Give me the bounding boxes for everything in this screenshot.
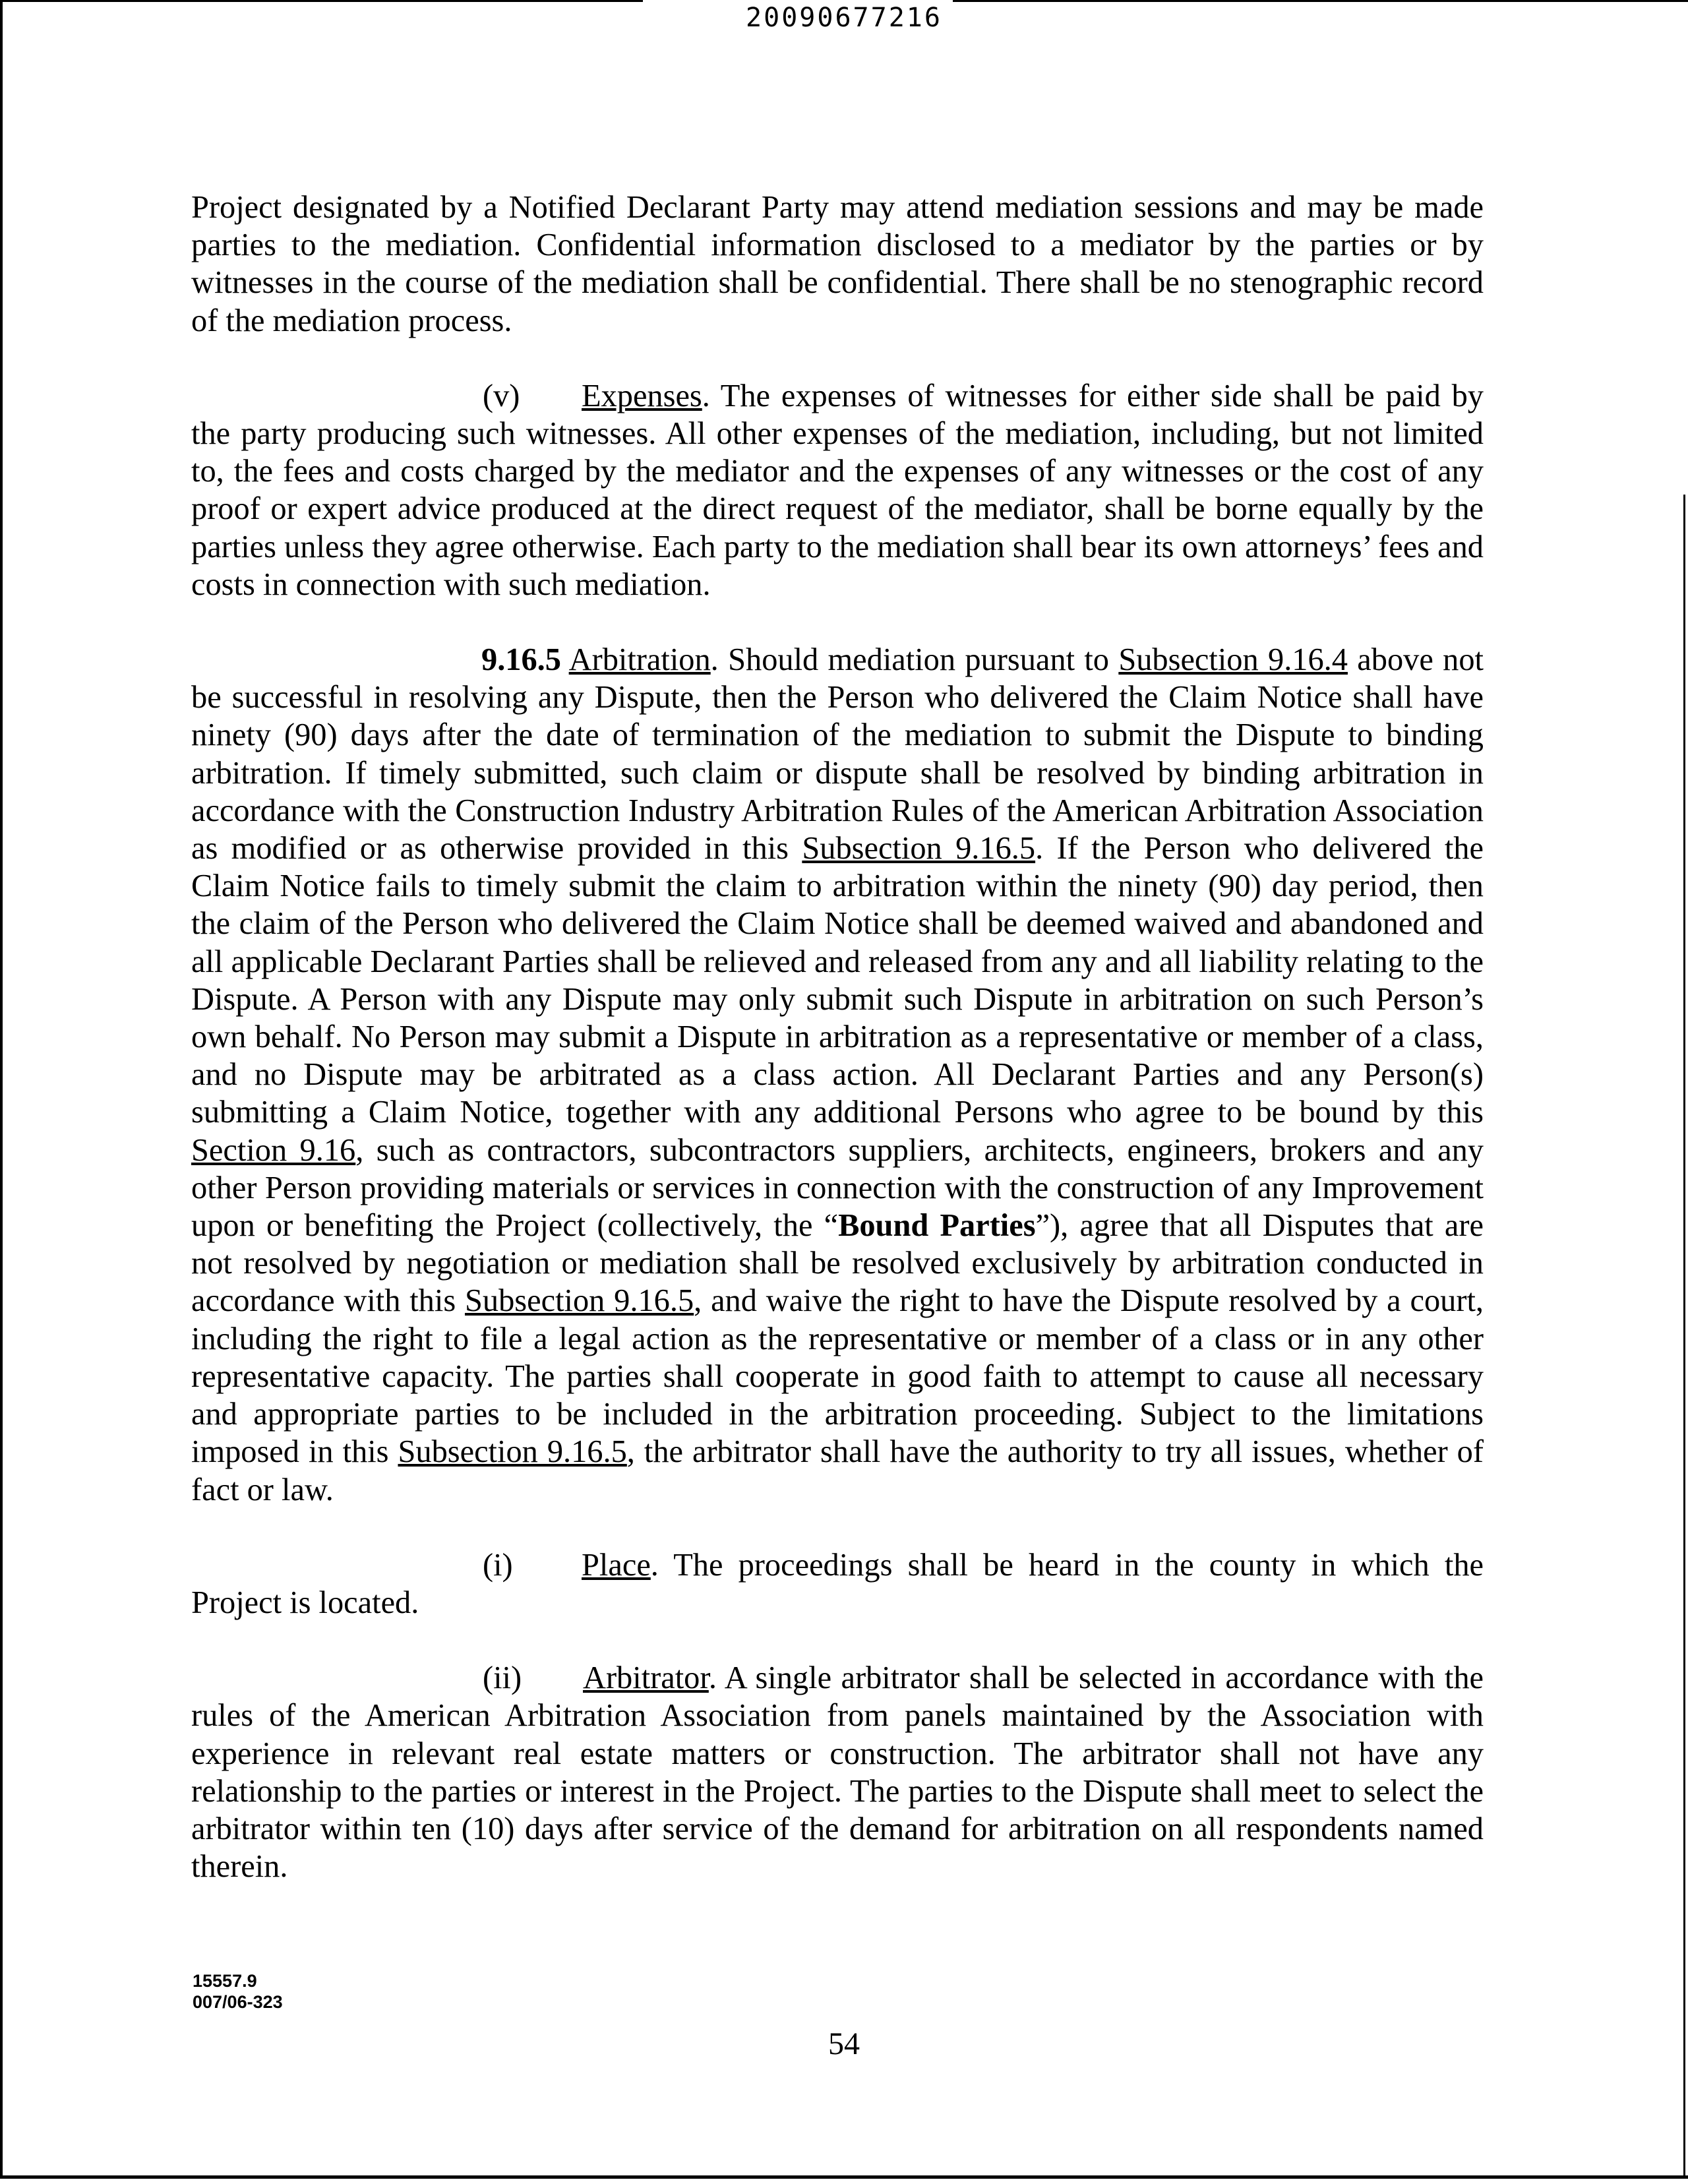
scan-border-left bbox=[0, 0, 3, 2176]
arbitration-text-3: . If the Person who delivered the Claim Notice fails to timely submit the claim to arbitration within the ninety (90) day period, then the claim of the Person who delivered the Claim Notice shall be deemed waived and abandoned and all applicable Declarant Parties shall be relieved and released from any and all liability relating to the Dispute. A Person with any Dispute may only submit such Dispute in arbitration on such Person’s own behalf. No Person may submit a Dispute in arbitration as a representative or member of a class, and no Dispute may be arbitrated as a class action. All Declarant Parties and any Person(s) submitting a Claim Notice, together with any additional Persons who agree to be bound by this bbox=[191, 831, 1484, 1130]
item-marker-ii: (ii) bbox=[483, 1660, 522, 1696]
page-number: 54 bbox=[828, 2026, 860, 2061]
paragraph-arbitrator bbox=[191, 1659, 1484, 1885]
footer-document-code: 15557.9 bbox=[193, 1971, 257, 1991]
expenses-text: . The expenses of witnesses for either side shall be paid by the party producing such witnesses. All other expenses of the mediation, including, but not limited to, the fees and costs charged by the mediator and the expenses of any witnesses or the cost of any proof or expert advice produced at the direct request of the mediator, shall be borne equally by the parties unless they agree otherwise. Each party to the mediation shall bear its own attorneys’ fees and costs in connection with such mediation. bbox=[191, 378, 1484, 602]
cross-reference: Subsection 9.16.4 bbox=[1118, 642, 1348, 678]
arbitration-text-4: , such as contractors, subcontractors suppliers, architects, engineers, brokers and any other Person providing materials or services in connection with the construction of any Improvement upon or benefiting the Project (collectively, the “ bbox=[191, 1132, 1484, 1244]
section-number: 9.16.5 bbox=[481, 642, 561, 678]
scan-border-top-left bbox=[0, 0, 643, 2]
paragraph-arbitration bbox=[191, 641, 1484, 1509]
heading-arbitration: Arbitration bbox=[568, 642, 711, 678]
arbitration-text-2: above not be successful in resolving any Dispute, then the Person who delivered the Claim Notice shall have ninety (90) days after the date of termination of the mediation to submit the Dispute to binding arbitration. If timely submitted, such claim or dispute shall be resolved by binding arbitration in accordance with the Construction Industry Arbitration Rules of the American Arbitration Association as modified or as otherwise provided in this bbox=[191, 642, 1484, 866]
item-marker-i: (i) bbox=[483, 1547, 513, 1583]
item-marker-v: (v) bbox=[483, 378, 520, 413]
paragraph-mediation-attendance: Project designated by a Notified Declarant Party may attend mediation sessions and may be made parties to the mediation. Confidential information disclosed to a mediator by the parties or by witnesses in the course of the mediation shall be confidential. There shall be no stenographic record of the mediation process. bbox=[191, 190, 1484, 338]
heading-arbitrator: Arbitrator bbox=[583, 1660, 709, 1696]
arbitration-text-7: , the arbitrator shall have the authority to try all issues, whether of fact or law. bbox=[191, 1434, 1484, 1507]
cross-reference: Subsection 9.16.5 bbox=[398, 1434, 627, 1470]
scan-border-right bbox=[1683, 495, 1685, 2176]
arbitration-text-5: ”), agree that all Disputes that are not resolved by negotiation or mediation shall be resolved exclusively by arbitration conducted in accordance with this bbox=[191, 1208, 1484, 1319]
paragraph-expenses bbox=[191, 377, 1484, 603]
arbitrator-text: . A single arbitrator shall be selected in accordance with the rules of the American Arbitration Association from panels maintained by the Association with experience in relevant real estate matters or construction. The arbitrator shall not have any relationship to the parties or interest in the Project. The parties to the Dispute shall meet to select the arbitrator within ten (10) days after service of the demand for arbitration on all respondents named therein. bbox=[191, 1660, 1484, 1885]
page-body bbox=[191, 189, 1484, 1885]
cross-reference: Subsection 9.16.5 bbox=[802, 831, 1036, 866]
cross-reference: Subsection 9.16.5 bbox=[464, 1283, 694, 1319]
scan-border-top-right bbox=[953, 0, 1688, 2]
cross-reference: Section 9.16 bbox=[191, 1132, 356, 1168]
scan-border-bottom bbox=[0, 2175, 1688, 2179]
footer-matter-code: 007/06-323 bbox=[193, 1992, 283, 2012]
arbitration-text-6: , and waive the right to have the Dispute resolved by a court, including the right to file a legal action as the representative or member of a class or in any other representative capacity. The parties shall cooperate in good faith to attempt to cause all necessary and appropriate parties to be included in the arbitration proceeding. Subject to the limitations imposed in this bbox=[191, 1283, 1484, 1470]
heading-place: Place bbox=[582, 1547, 651, 1583]
heading-expenses: Expenses bbox=[582, 378, 702, 413]
document-number: 20090677216 bbox=[746, 3, 942, 33]
paragraph-place bbox=[191, 1546, 1484, 1622]
arbitration-text-1: . Should mediation pursuant to bbox=[710, 642, 1119, 678]
defined-term-bound-parties: Bound Parties bbox=[838, 1208, 1036, 1244]
place-text: . The proceedings shall be heard in the county in which the Project is located. bbox=[191, 1547, 1484, 1620]
